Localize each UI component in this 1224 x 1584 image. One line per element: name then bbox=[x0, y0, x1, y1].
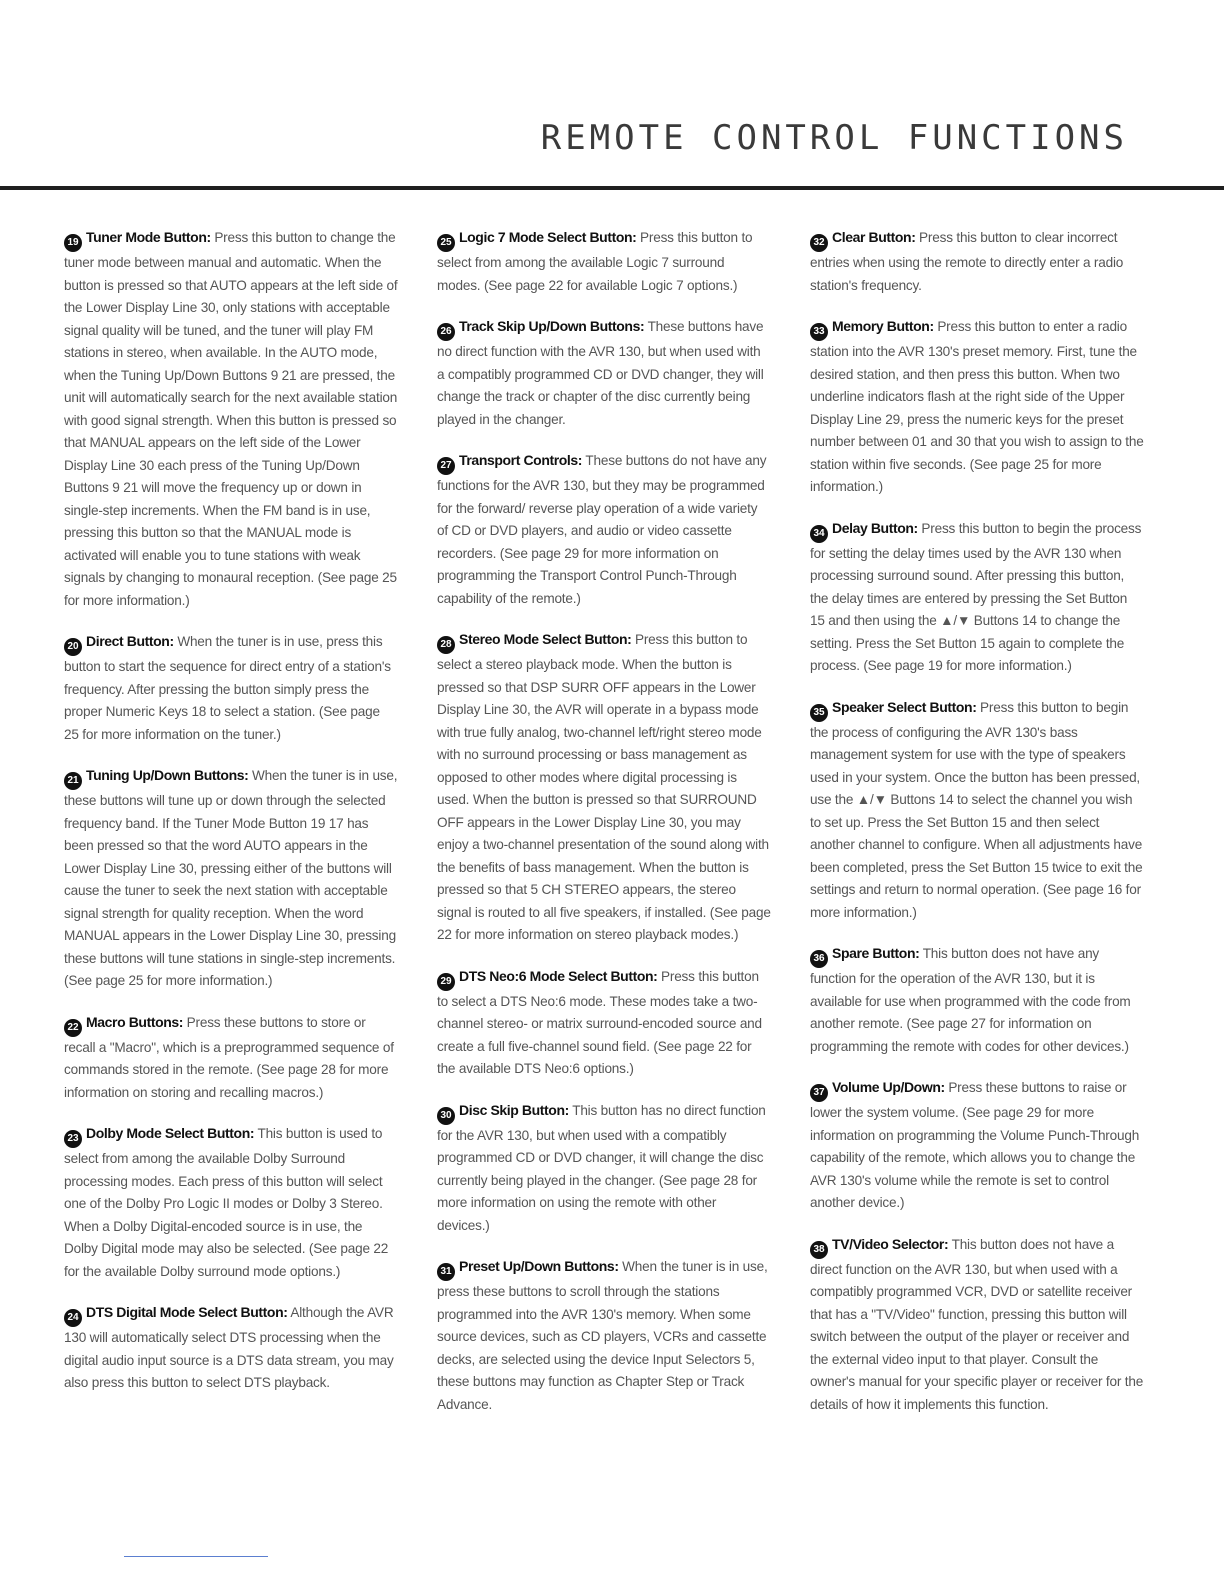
entry-37 bbox=[810, 1076, 1144, 1215]
number-badge-icon: 38 bbox=[810, 1241, 828, 1259]
entry-title: Dolby Mode Select Button: bbox=[86, 1125, 255, 1141]
entry-28 bbox=[437, 628, 771, 947]
page-title: REMOTE CONTROL FUNCTIONS bbox=[540, 118, 1128, 158]
entry-title: Memory Button: bbox=[832, 318, 934, 334]
entry-text: Press this button to enter a radio station into the AVR 130's preset memory. First, tune the desired station, and then press this button. When two underline indicators flash at the right side of the Upper Display Line 29, press the numeric keys for the preset number between 01 and 30 that you wish to assign to the station within five seconds. (See page 25 for more information.) bbox=[810, 319, 1144, 494]
entry-27 bbox=[437, 449, 771, 610]
entry-text: Press these buttons to store or recall a "Macro", which is a preprogrammed sequence of commands stored in the remote. (See page 28 for more information on storing and recalling macros.) bbox=[64, 1014, 394, 1100]
entry-26 bbox=[437, 315, 771, 431]
entry-title: Clear Button: bbox=[832, 229, 916, 245]
entry-title: Disc Skip Button: bbox=[459, 1101, 569, 1118]
column-right bbox=[810, 226, 1144, 1434]
number-badge-icon: 36 bbox=[810, 950, 828, 968]
entry-25 bbox=[437, 226, 771, 297]
content-columns bbox=[64, 226, 1144, 1434]
number-badge-icon: 25 bbox=[437, 234, 455, 252]
entry-text: When the tuner is in use, these buttons will tune up or down through the selected frequency band. If the Tuner Mode Button 19 17 has been pressed so that the word AUTO appears in the Lower Display Line 30, pressing either of the buttons will cause the tuner to seek the next station with acceptable signal strength for quality reception. When the word MANUAL appears in the Lower Display Line 30, pressing these buttons will tune stations in single-step increments. (See page 25 for more information.) bbox=[64, 768, 398, 988]
number-badge-icon: 24 bbox=[64, 1309, 82, 1327]
entry-33 bbox=[810, 315, 1144, 499]
number-badge-icon: 35 bbox=[810, 704, 828, 722]
entry-title: Logic 7 Mode Select Button: bbox=[459, 229, 637, 245]
entry-title: Direct Button: bbox=[86, 633, 174, 649]
entry-34 bbox=[810, 517, 1144, 678]
entry-30 bbox=[437, 1099, 771, 1238]
entry-38 bbox=[810, 1233, 1144, 1417]
entry-31 bbox=[437, 1255, 771, 1416]
entry-text: Press this button to begin the process for setting the delay times used by the AVR 130 when processing surround sound. After pressing this button, the delay times are entered by pressing the Set Button 15 and then using the ▲/▼ Buttons 14 to change the setting. Press the Set Button 15 again to complete the process. (See page 19 for more information.) bbox=[810, 520, 1142, 673]
number-badge-icon: 20 bbox=[64, 638, 82, 656]
entry-title: Tuner Mode Button: bbox=[86, 229, 211, 245]
entry-23 bbox=[64, 1122, 398, 1283]
entry-text: Press this button to clear incorrect entries when using the remote to directly enter a radio station's frequency. bbox=[810, 230, 1124, 293]
entry-title: Delay Button: bbox=[832, 519, 918, 536]
header-divider bbox=[0, 186, 1224, 190]
entry-text: These buttons do not have any functions for the AVR 130, but they may be programmed for the forward/ reverse play operation of a wide variety of CD or DVD players, and audio or video cassette recorders. (See page 29 for more information on programming the Transport Control Punch-Through capability of the remote.) bbox=[437, 453, 767, 606]
entry-text: Press this button to select from among the available Logic 7 surround modes. (See page 22 for available Logic 7 options.) bbox=[437, 230, 753, 293]
entry-title: Track Skip Up/Down Buttons: bbox=[459, 318, 645, 334]
column-middle bbox=[437, 226, 771, 1434]
entry-24 bbox=[64, 1301, 398, 1395]
number-badge-icon: 29 bbox=[437, 973, 455, 991]
entry-text: This button does not have a direct function on the AVR 130, but when used with a compatibly programmed VCR, DVD or satellite receiver that has a "TV/Video" function, pressing this button will switch between the output of the player or receiver and the external video input to that player. Consult the owner's manual for your specific player or receiver for the details of how it implements this function. bbox=[810, 1236, 1144, 1412]
entry-text: Press this button to select a stereo playback mode. When the button is pressed so that DSP SURR OFF appears in the Lower Display Line 30, the AVR will operate in a bypass mode with true fully analog, two-channel left/right stereo mode with no surround processing or bass management as opposed to other modes where digital processing is used. When the button is pressed so that SURROUND OFF appears in the Lower Display Line 30, you may enjoy a two-channel presentation of the sound along with the benefits of bass management. When the button is pressed so that 5 CH STEREO appears, the stereo signal is routed to all five speakers, if installed. (See page 22 for more information on stereo playback modes.) bbox=[437, 632, 771, 942]
number-badge-icon: 34 bbox=[810, 525, 828, 543]
entry-32 bbox=[810, 226, 1144, 297]
number-badge-icon: 27 bbox=[437, 457, 455, 475]
entry-19 bbox=[64, 226, 398, 612]
number-badge-icon: 21 bbox=[64, 772, 82, 790]
entry-text: This button is used to select from among the available Dolby Surround processing modes. Each press of this button will select one of the Dolby Pro Logic II modes or Dolby 3 Stereo. When a Dolby Digital-encoded source is in use, the Dolby Digital mode may also be selected. (See page 22 for the available Dolby surround mode options.) bbox=[64, 1126, 389, 1279]
entry-29 bbox=[437, 965, 771, 1081]
entry-text: Press this button to select a DTS Neo:6 mode. These modes take a two-channel stereo- or matrix surround-encoded source and create a full five-channel sound field. (See page 22 for the available DTS Neo:6 options.) bbox=[437, 968, 762, 1076]
number-badge-icon: 23 bbox=[64, 1130, 82, 1148]
entry-title: Macro Buttons: bbox=[86, 1013, 184, 1030]
number-badge-icon: 26 bbox=[437, 323, 455, 341]
number-badge-icon: 19 bbox=[64, 234, 82, 252]
number-badge-icon: 31 bbox=[437, 1263, 455, 1281]
entry-title: Tuning Up/Down Buttons: bbox=[86, 767, 249, 783]
entry-text: This button has no direct function for the AVR 130, but when used with a compatibly programmed CD or DVD changer, it will change the disc currently being played in the changer. (See page 28 for more information on using the remote with other devices.) bbox=[437, 1102, 766, 1233]
entry-title: Stereo Mode Select Button: bbox=[459, 631, 632, 647]
entry-title: Transport Controls: bbox=[459, 452, 583, 468]
entry-text: These buttons have no direct function with the AVR 130, but when used with a compatibly programmed CD or DVD changer, they will change the track or chapter of the disc currently being played in the changer. bbox=[437, 319, 764, 427]
entry-text: Although the AVR 130 will automatically select DTS processing when the digital audio input source is a DTS data stream, you may also press this button to select DTS playback. bbox=[64, 1305, 394, 1390]
entry-text: When the tuner is in use, press this button to start the sequence for direct entry of a station's frequency. After pressing the button simply press the proper Numeric Keys 18 to select a station. (See page 25 for more information on the tuner.) bbox=[64, 634, 391, 742]
entry-text: This button does not have any function for the operation of the AVR 130, but it is available for use when programmed with the code from another remote. (See page 27 for information on programming the remote with codes for other devices.) bbox=[810, 946, 1131, 1054]
entry-title: Preset Up/Down Buttons: bbox=[459, 1258, 619, 1274]
number-badge-icon: 30 bbox=[437, 1107, 455, 1125]
entry-title: Speaker Select Button: bbox=[832, 698, 977, 715]
number-badge-icon: 32 bbox=[810, 234, 828, 252]
entry-text: When the tuner is in use, press these buttons to scroll through the stations programmed into the AVR 130's memory. When some source devices, such as CD players, VCRs and cassette decks, are selected using the device Input Selectors 5, these buttons may function as Chapter Step or Track Advance. bbox=[437, 1259, 768, 1412]
entry-text: Press this button to begin the process of configuring the AVR 130's bass management system for use with the type of speakers used in your system. Once the button has been pressed, use the ▲/▼ Buttons 14 to select the channel you wish to set up. Press the Set Button 15 and then select another channel to configure. When all adjustments have been completed, press the Set Button 15 twice to exit the settings and return to normal operation. (See page 16 for more information.) bbox=[810, 699, 1143, 920]
entry-text: Press these buttons to raise or lower the system volume. (See page 29 for more information on programming the Volume Punch-Through capability of the remote, which allows you to change the AVR 130's volume while the remote is set to control another device.) bbox=[810, 1080, 1140, 1210]
entry-title: Spare Button: bbox=[832, 945, 920, 961]
entry-36 bbox=[810, 942, 1144, 1058]
entry-title: Volume Up/Down: bbox=[832, 1079, 945, 1095]
entry-22 bbox=[64, 1011, 398, 1105]
entry-title: DTS Digital Mode Select Button: bbox=[86, 1304, 288, 1320]
entry-35 bbox=[810, 696, 1144, 925]
footer-link-underline bbox=[124, 1556, 268, 1557]
entry-title: DTS Neo:6 Mode Select Button: bbox=[459, 967, 658, 984]
entry-title: TV/Video Selector: bbox=[832, 1235, 949, 1252]
number-badge-icon: 33 bbox=[810, 323, 828, 341]
entry-21 bbox=[64, 764, 398, 993]
entry-text: Press this button to change the tuner mode between manual and automatic. When the button is pressed so that AUTO appears at the left side of the Lower Display Line 30, only stations with acceptable signal quality will be tuned, and the tuner will play FM stations in stereo, when available. In the AUTO mode, when the Tuning Up/Down Buttons 9 21 are pressed, the unit will automatically search for the next available station with good signal strength. When this button is pressed so that MANUAL appears on the left side of the Lower Display Line 30 each press of the Tuning Up/Down Buttons 9 21 will move the frequency up or down in single-step increments. When the FM band is in use, pressing this button so that the MANUAL mode is activated will enable you to tune stations with weak signals by changing to monaural reception. (See page 25 for more information.) bbox=[64, 230, 398, 608]
column-left bbox=[64, 226, 398, 1434]
number-badge-icon: 37 bbox=[810, 1084, 828, 1102]
number-badge-icon: 22 bbox=[64, 1019, 82, 1037]
number-badge-icon: 28 bbox=[437, 636, 455, 654]
entry-20 bbox=[64, 630, 398, 746]
